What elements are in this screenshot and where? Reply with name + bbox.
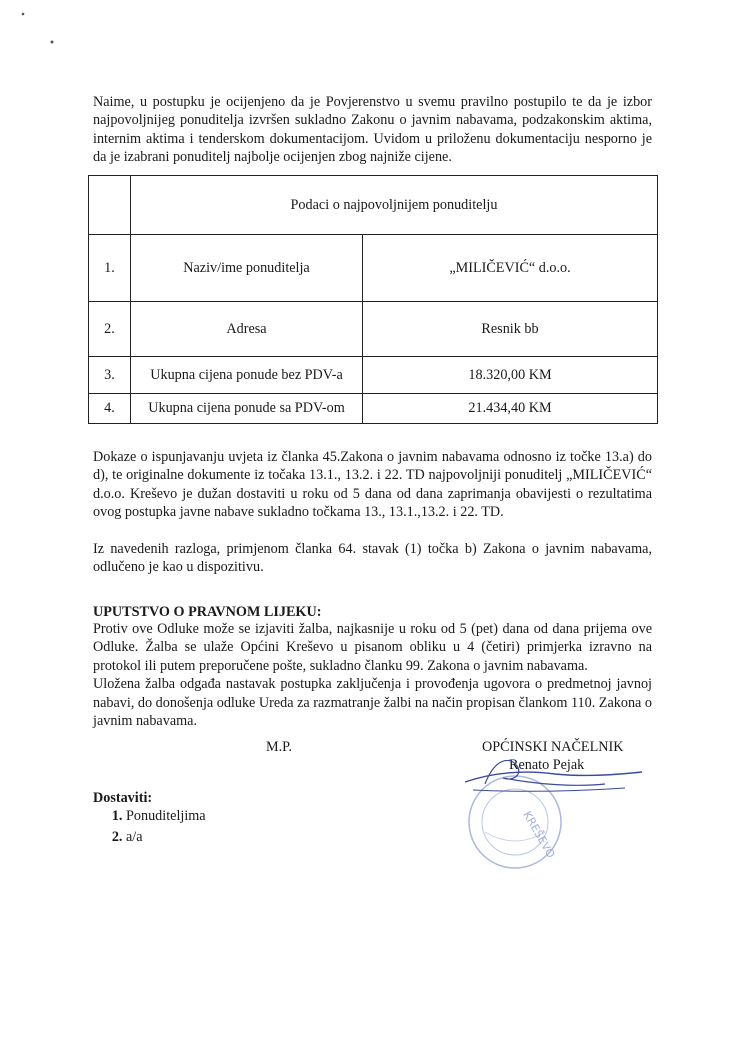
row-value: 21.434,40 KM <box>363 394 658 424</box>
row-label: Ukupna cijena ponude sa PDV-om <box>131 394 363 424</box>
handwritten-signature <box>455 748 645 808</box>
table-header-row <box>89 176 658 235</box>
stamp-text: KREŠEVO <box>520 809 558 861</box>
table-header: Podaci o najpovoljnijem ponuditelju <box>131 176 658 235</box>
evidence-paragraph: Dokaze o ispunjavanju uvjeta iz članka 45.Zakona o javnim nabavama odnosno iz točke 13.a) do d), te originalne dokumente iz točaka 13.1., 13.2. i 22. TD najpovoljniji ponuditelj „MILIČEVIĆ“ d.o.o. Kreševo je dužan dostaviti u roku od 5 dana od dana zaprimanja obavijesti o rezultatima ovog postupka javne nabave sukladno točkama 13., 13.1.,13.2. i 22. TD. <box>93 449 652 521</box>
row-number: 4. <box>89 394 131 424</box>
offer-table <box>88 175 658 424</box>
seal-label: M.P. <box>266 739 293 755</box>
reasons-paragraph: Iz navedenih razloga, primjenom članka 64. stavak (1) točka b) Zakona o javnim nabavama, odlučeno je kao u dispozitivu. <box>93 541 652 576</box>
remedy-paragraph-1: Protiv ove Odluke može se izjaviti žalba, najkasnije u roku od 5 (pet) dana od dana prijema ove Odluke. Žalba se ulaže Općini Kreševo u pisanom obliku u 4 (četiri) primjerka izravno na protokol ili putem preporučene pošte, sukladno članku 99. Zakona o javnim nabavama. <box>93 621 652 674</box>
row-value: „MILIČEVIĆ“ d.o.o. <box>363 235 658 302</box>
table-row <box>89 235 658 302</box>
table-row <box>89 394 658 424</box>
row-number: 1. <box>89 235 131 302</box>
list-item: 1. Ponuditeljima <box>126 806 206 827</box>
remedy-paragraph-2: Uložena žalba odgađa nastavak postupka zaključenja i provođenja ugovora o predmetnoj javnoj nabavi, do donošenja odluke Ureda za razmatranje žalbi na način propisan člankom 110. Zakona o javnim nabavama. <box>93 676 652 730</box>
table-row <box>89 302 658 357</box>
row-label: Ukupna cijena ponude bez PDV-a <box>131 357 363 394</box>
remedy-section <box>93 620 652 730</box>
signer-title: OPĆINSKI NAČELNIK <box>482 739 624 755</box>
list-item: 2. a/a <box>126 827 206 848</box>
row-label: Naziv/ime ponuditelja <box>131 235 363 302</box>
intro-paragraph: Naime, u postupku je ocijenjeno da je Povjerenstvo u svemu pravilno postupilo te da je izbor najpovoljnijeg ponuditelja izvršen sukladno Zakonu o javnim nabavama, podzakonskim aktima, internim aktima i tenderskom dokumentacijom. Uvidom u priloženu dokumentaciju nesporno je da je izabrani ponuditelj najbolje ocijenjen zbog najniže cijene. <box>93 94 652 166</box>
row-value: 18.320,00 KM <box>363 357 658 394</box>
table-cell <box>89 176 131 235</box>
row-number: 2. <box>89 302 131 357</box>
row-value: Resnik bb <box>363 302 658 357</box>
delivery-heading: Dostaviti: <box>93 790 153 806</box>
row-number: 3. <box>89 357 131 394</box>
signer-name: Renato Pejak <box>509 757 585 773</box>
remedy-heading: UPUTSTVO O PRAVNOM LIJEKU: <box>93 604 322 620</box>
delivery-list <box>93 806 206 848</box>
table-row <box>89 357 658 394</box>
row-label: Adresa <box>131 302 363 357</box>
scan-specks <box>0 0 80 60</box>
